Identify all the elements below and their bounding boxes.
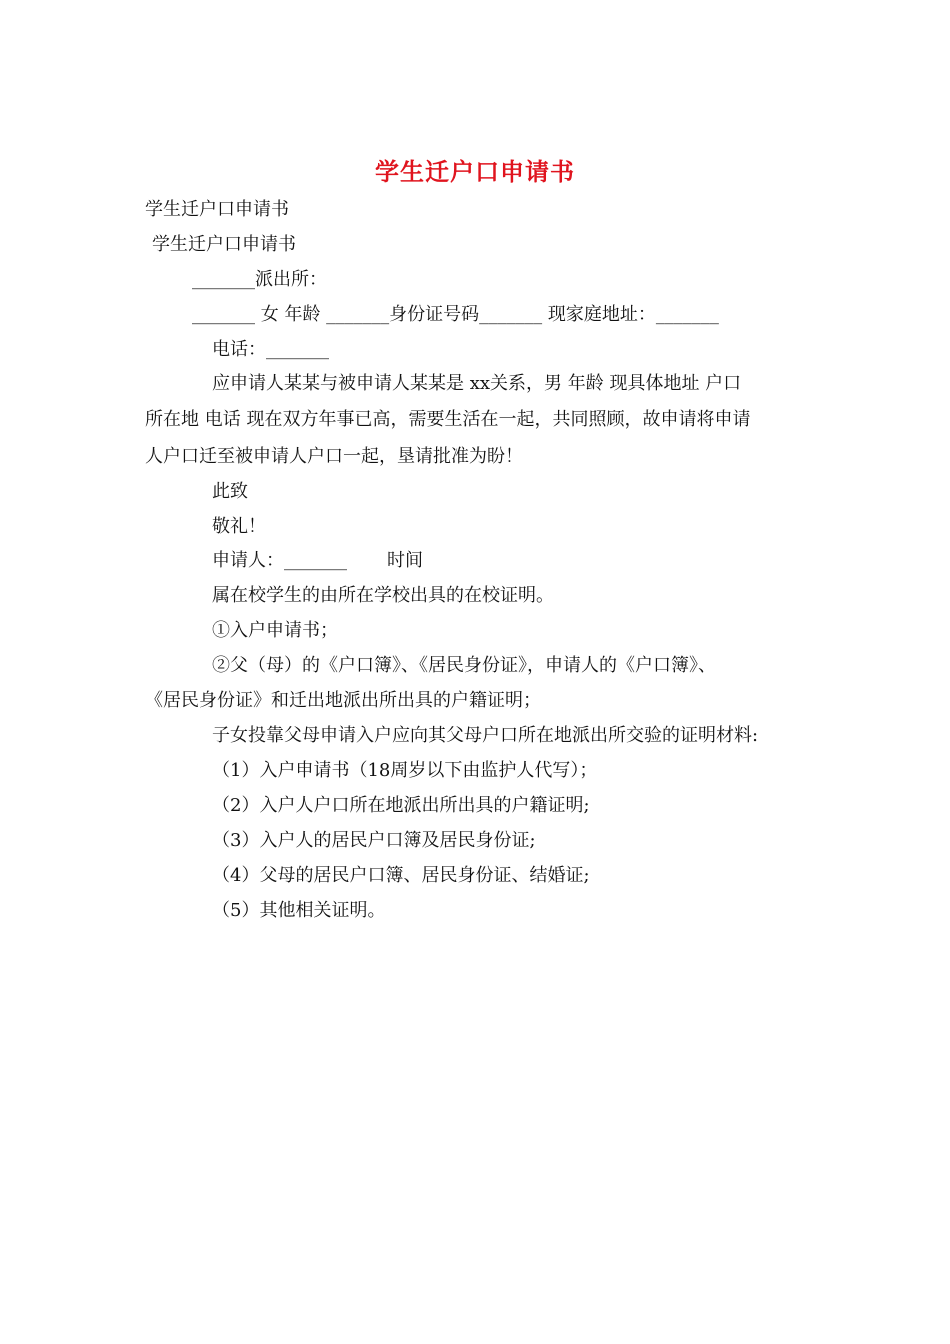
- subtitle-1: 学生迁户口申请书: [145, 199, 289, 220]
- note-parents: 子女投靠父母申请入户应向其父母户口所在地派出所交验的证明材料:: [212, 725, 759, 746]
- list-item-1: （1）入户申请书（18周岁以下由监护人代写）；: [212, 760, 598, 781]
- police-station-line: _______派出所：: [192, 269, 327, 290]
- subtitle-2: 学生迁户口申请书: [152, 234, 296, 255]
- para1-line1: 应申请人某某与被申请人某某是 xx关系，男 年龄 现具体地址 户口: [212, 373, 742, 394]
- item-a: ①入户申请书；: [212, 620, 338, 641]
- closing-ci-zhi: 此致: [212, 481, 248, 502]
- para1-line2: 所在地 电话 现在双方年事已高，需要生活在一起，共同照顾，故申请将申请: [145, 409, 751, 430]
- applicant-label: 申请人：_______: [212, 550, 347, 571]
- item-b-line1: ②父（母）的《户口簿》、《居民身份证》，申请人的《户口簿》、: [212, 655, 716, 676]
- list-item-2: （2）入户人户口所在地派出所出具的户籍证明;: [212, 795, 590, 816]
- closing-jing-li: 敬礼！: [212, 516, 266, 537]
- item-b-line2: 《居民身份证》和迁出地派出所出具的户籍证明；: [145, 690, 541, 711]
- list-item-3: （3）入户人的居民户口簿及居民身份证;: [212, 830, 536, 851]
- applicant-signature-line: [212, 549, 423, 573]
- document-title: 学生迁户口申请书: [375, 158, 575, 186]
- para1-line3: 人户口迁至被申请人户口一起，垦请批准为盼！: [145, 446, 523, 467]
- note-in-school: 属在校学生的由所在学校出具的在校证明。: [212, 585, 554, 606]
- list-item-4: （4）父母的居民户口簿、居民身份证、结婚证;: [212, 865, 590, 886]
- time-label: 时间: [387, 550, 423, 571]
- list-item-5: （5）其他相关证明。: [212, 900, 386, 921]
- phone-line: 电话：_______: [212, 339, 329, 360]
- applicant-info-line: _______ 女 年龄 _______身份证号码_______ 现家庭地址：_______: [192, 304, 719, 325]
